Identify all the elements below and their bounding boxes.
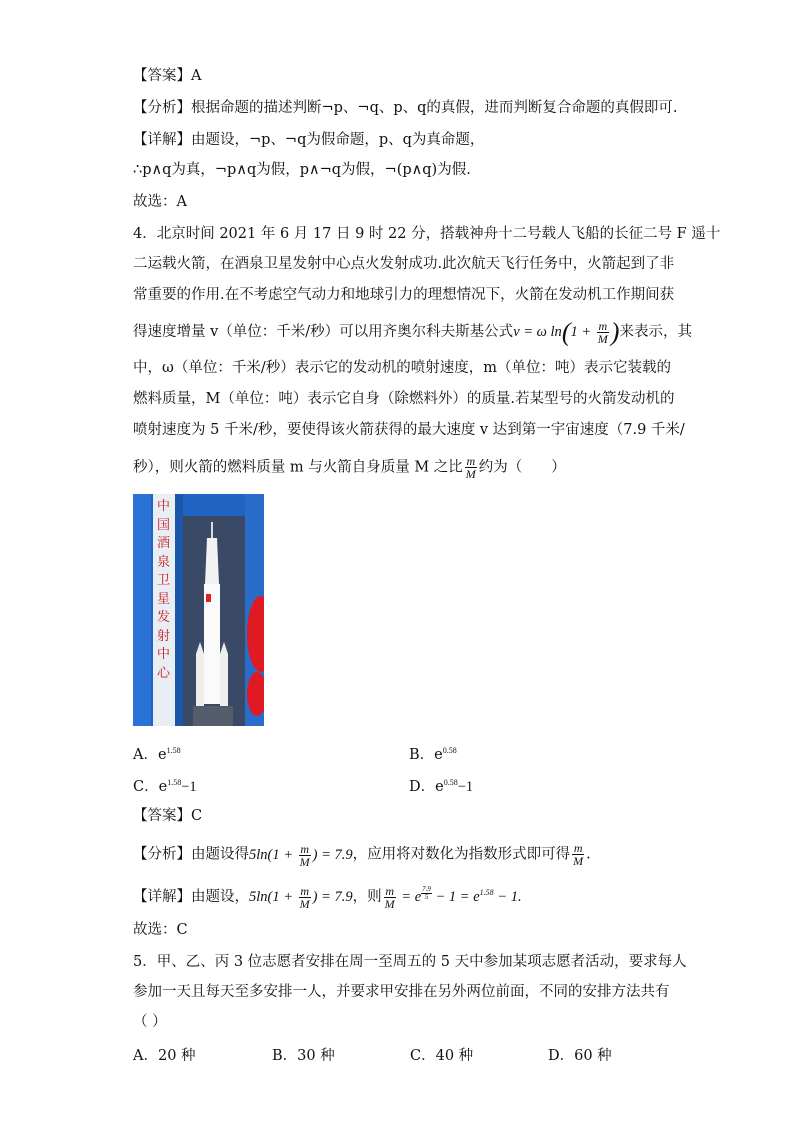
q4-stem-line2: 二运载火箭，在酒泉卫星发射中心点火发射成功.此次航天飞行任务中，火箭起到了非 [133,256,675,272]
q4-analysis-fraction: $\frac{m}{M}$ [573,841,584,868]
launch-center-vertical-text: 中国酒泉卫星发射中心 [157,499,171,681]
q3-analysis [133,98,678,118]
q4-detail [133,883,522,910]
q4-option-a: A．$e^{1.58}$ [133,746,181,763]
q4-option-c: C．$e^{1.58}-1$ [133,778,197,795]
q5-option-d: D．60 种 [548,1048,612,1064]
q5-option-a: A．20 种 [133,1048,196,1064]
q4-option-b: B．$e^{0.58}$ [409,746,457,763]
q4-option-d: D．$e^{0.58}-1$ [409,778,474,795]
q4-formula: v = ω ln(1 + $\frac{m}{M}$ ) [513,317,620,347]
q4-analysis-b: ，应用将对数化为指数形式即可得 [352,846,571,863]
q4-answer: 【答案】C [133,808,203,824]
q3-detail-line1 [133,130,484,150]
q4-stem-line4 [133,317,692,347]
q3-analysis-text: 根据命题的描述判断¬p、¬q、p、q的真假，进而判断复合命题的真假即可. [191,100,678,116]
q4-detail-a: 由题设， [191,888,249,905]
q3-detail-text1: 由题设，¬p、¬q为假命题，p、q为真命题， [191,132,485,148]
q5-stem-line1: 5．甲、乙、丙 3 位志愿者安排在周一至周五的 5 天中参加某项志愿者活动，要求每人 [133,954,687,970]
q4-choice: 故选：C [133,922,188,938]
q4-stem-line8-b: 约为（ ） [478,459,566,476]
q3-answer: 【答案】A [133,68,202,84]
q5-stem-line2: 参加一天且每天至多安排一人，并要求甲安排在另外两位前面，不同的安排方法共有 [133,984,670,1000]
q3-choice: 故选：A [133,194,187,210]
q4-stem-line8-a: 秒），则火箭的燃料质量 m 与火箭自身质量 M 之比 [133,459,463,476]
q4-stem-line6: 燃料质量，M（单位：吨）表示它自身（除燃料外）的质量.若某型号的火箭发动机的 [133,391,675,407]
q4-detail-eq2: $\frac{m}{M}$ = e $^{\frac{7.9}{5}}$ − $1 = e^{1.58} - 1$. [384,884,522,911]
q4-stem-line4-b: 来表示，其 [619,323,692,340]
q4-stem-line3: 常重要的作用.在不考虑空气动力和地球引力的理想情况下，火箭在发动机工作期间获 [133,287,675,303]
q5-option-b: B．30 种 [272,1048,335,1064]
q4-analysis-a: 由题设得 [191,846,249,863]
q4-ratio-fraction: $\frac{m}{M}$ [465,454,476,481]
q4-detail-label: 【详解】 [133,888,191,905]
q3-detail-line2: ∴p∧q为真，¬p∧q为假，p∧¬q为假，¬(p∧q)为假. [133,162,471,178]
q4-analysis-eq: 5ln(1 + $\frac{m}{M}$ ) = 7.9 [249,841,353,869]
q3-detail-label: 【详解】 [133,132,191,148]
q4-stem-line5: 中，ω（单位：千米/秒）表示它的发动机的喷射速度，m（单位：吨）表示它装载的 [133,360,671,376]
q4-analysis-label: 【分析】 [133,846,191,863]
q4-detail-eq1: 5ln(1 + $\frac{m}{M}$ ) = 7.9 [249,884,353,911]
q4-analysis: 【分析】由题设得5ln(1 + $\frac{m}{M}$ ) = 7.9，应用将对数化为指数形式即可得 $\frac{m}{M}$ . [133,841,591,869]
q4-stem-line8 [133,455,566,480]
q4-stem-line1: 4．北京时间 2021 年 6 月 17 日 9 时 22 分，搭载神舟十二号载人飞船的长征二号 F 遥十 [133,226,721,242]
rocket-launch-illustration [133,494,264,726]
q5-stem-line3: （ ） [133,1014,167,1030]
q3-analysis-label: 【分析】 [133,100,191,116]
q5-option-c: C．40 种 [410,1048,474,1064]
q4-detail-b: ，则 [352,888,382,905]
rocket-launch-photo [133,494,264,726]
q4-stem-line4-a: 得速度增量 v（单位：千米/秒）可以用齐奥尔科夫斯基公式 [133,323,514,340]
q4-stem-line7: 喷射速度为 5 千米/秒，要使得该火箭获得的最大速度 v 达到第一宇宙速度（7.9 千米/ [133,422,685,438]
